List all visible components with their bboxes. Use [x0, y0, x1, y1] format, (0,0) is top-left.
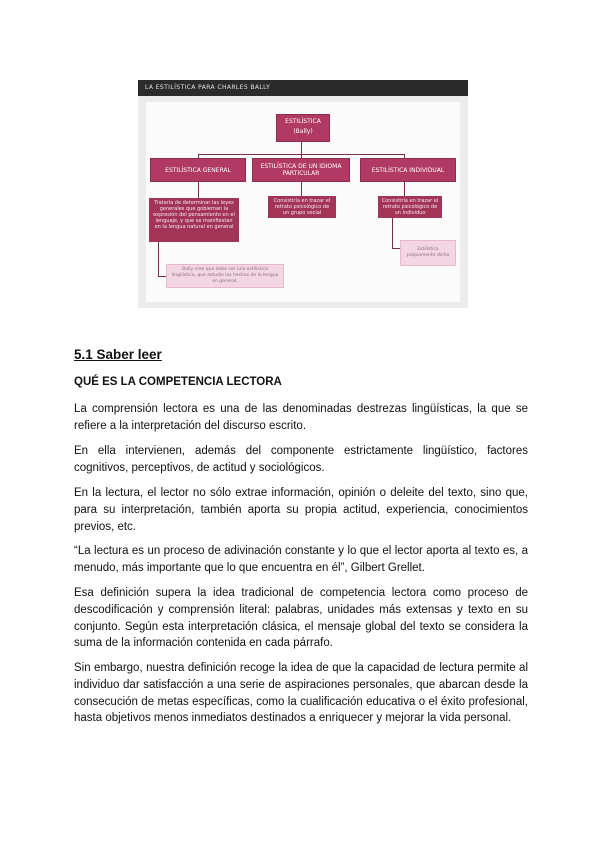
detail-idioma: Consistiría en trazar el retrato psicológico de un grupo social	[268, 196, 336, 218]
branch-general: ESTILÍSTICA GENERAL	[150, 158, 246, 182]
connector-note-right-h	[392, 248, 400, 249]
connector-note-right	[392, 218, 393, 248]
diagram-figure	[138, 80, 468, 308]
connector-middle-detail	[301, 182, 302, 196]
root-line2: (Bally)	[293, 128, 313, 135]
section-title: 5.1 Saber leer	[74, 347, 162, 362]
paragraph-6: Sin embargo, nuestra definición recoge la idea de que la capacidad de lectura permite al individuo dar satisfacción a una serie de aspiraciones personales, que abarcan desde la consecución de metas específicas, como la cualificación educativa o el éxito profesional, hasta objetivos menos inmediatos destinados a enriquecer y mejorar la vida personal.	[74, 662, 528, 725]
paragraph-4: “La lectura es un proceso de adivinación constante y lo que el lector aporta al texto es, a menudo, más importante que lo que encuentra en él”, Gilbert Grellet.	[74, 545, 528, 574]
figure-header: LA ESTILÍSTICA PARA CHARLES BALLY	[138, 80, 468, 96]
connector-root	[301, 142, 302, 154]
paragraph-5: Esa definición supera la idea tradicional de competencia lectora como proceso de descodificación y comprensión literal: palabras, unidades más extensas y texto en su conjunto. Según esta interpretación clásica, el mensaje global del texto se considera la suma de la información contenida en cada párrafo.	[74, 587, 528, 650]
note-bally: Bally cree que debe ser una estilística lingüística, que estudie los hechos de la lengua en general.	[166, 264, 284, 288]
detail-general: Trataría de determinar las leyes generales que gobiernan la expresión del pensamiento en el lenguaje, y que se manifiestan en la lengua natural en general	[149, 198, 239, 242]
paragraph-1: La comprensión lectora es una de las denominadas destrezas lingüísticas, la que se refiere a la interpretación del discurso escrito.	[74, 403, 528, 432]
connector-right-detail	[404, 182, 405, 196]
branch-idioma: ESTILÍSTICA DE UN IDIOMA PARTICULAR	[252, 158, 350, 182]
detail-individual: Consistiría en trazar el retrato psicológico de un individuo	[378, 196, 442, 218]
connector-note-left-h	[158, 276, 166, 277]
paragraph-2: En ella intervienen, además del componente estrictamente lingüístico, factores cognitivos, perceptivos, de actitud y sociológicos.	[74, 445, 528, 474]
section-heading: QUÉ ES LA COMPETENCIA LECTORA	[74, 376, 282, 388]
paragraph-3: En la lectura, el lector no sólo extrae información, opinión o deleite del texto, sino que, para su interpretación, también aporta su propia actitud, experiencia, conocimientos previos, etc.	[74, 487, 528, 533]
root-node	[276, 114, 330, 142]
root-line1: ESTILÍSTICA	[285, 118, 321, 125]
diagram-canvas	[146, 102, 460, 302]
connector-left-detail	[198, 182, 199, 198]
branch-individual: ESTILÍSTICA INDIVIDUAL	[360, 158, 456, 182]
note-estilistica: Estilística propiamente dicha	[400, 240, 456, 266]
connector-note-left	[158, 242, 159, 276]
